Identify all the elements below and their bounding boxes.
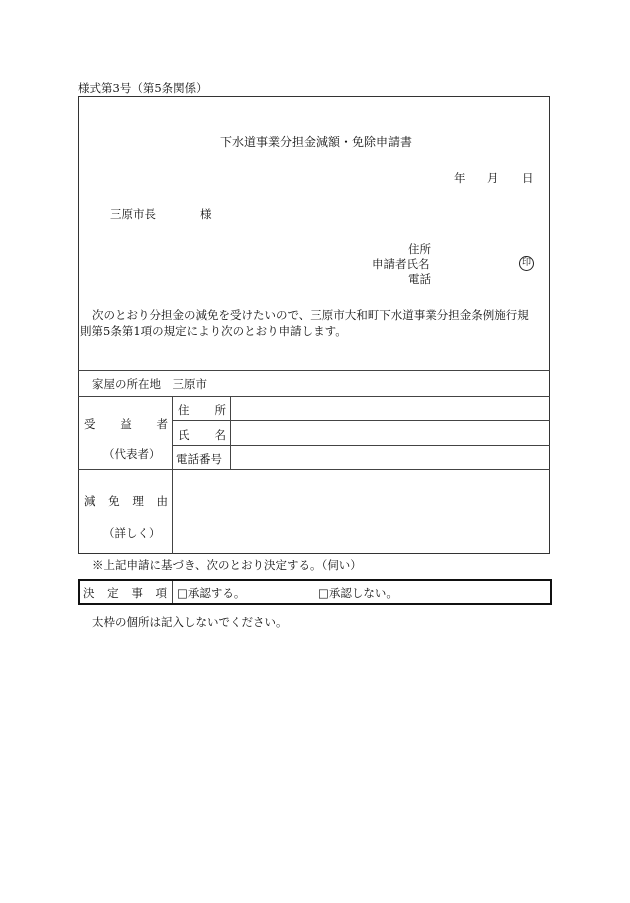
recipient-name: 三原市長 [110,207,156,221]
recipient-suffix: 様 [200,207,212,221]
applicant-name-label: 申請者氏名 [372,257,430,271]
table-divider [172,420,550,421]
beneficiary-phone-label: 電話番号 [176,452,222,466]
beneficiary-address-label: 住 所 [178,403,226,417]
form-number: 様式第3号（第5条関係） [78,81,208,95]
reason-detail-label: （詳しく） [103,526,161,540]
table-vertical-divider [172,396,173,554]
date-day-label: 日 [522,171,534,185]
property-location-label: 家屋の所在地 三原市 [92,377,207,391]
table-divider [172,445,550,446]
representative-label: （代表者） [103,447,161,461]
decision-label: 決 定 事 項 [83,586,167,600]
applicant-address-label: 住所 [408,242,431,256]
approve-checkbox[interactable]: □承認する。 [177,586,246,600]
table-divider [78,396,550,397]
reject-checkbox[interactable]: □承認しない。 [318,586,398,600]
decision-divider [172,581,173,603]
beneficiary-label: 受 益 者 [84,417,168,431]
date-month-label: 月 [487,171,499,185]
footer-note: 太枠の個所は記入しないでください。 [92,615,288,629]
table-divider [78,370,550,371]
reduction-reason-label: 減 免 理 由 [84,494,168,508]
decision-note: ※上記申請に基づき、次のとおり決定する。（伺い） [92,558,362,572]
form-title: 下水道事業分担金減額・免除申請書 [220,135,413,149]
table-divider [78,469,550,470]
beneficiary-name-label: 氏 名 [178,428,226,442]
seal-icon: 印 [519,256,534,271]
applicant-tel-label: 電話 [408,272,431,286]
body-text-line1: 次のとおり分担金の減免を受けたいので、三原市大和町下水道事業分担金条例施行規 [92,308,529,322]
table-vertical-divider [230,396,231,469]
body-text-line2: 則第5条第1項の規定により次のとおり申請します。 [80,324,347,338]
date-year-label: 年 [454,171,466,185]
